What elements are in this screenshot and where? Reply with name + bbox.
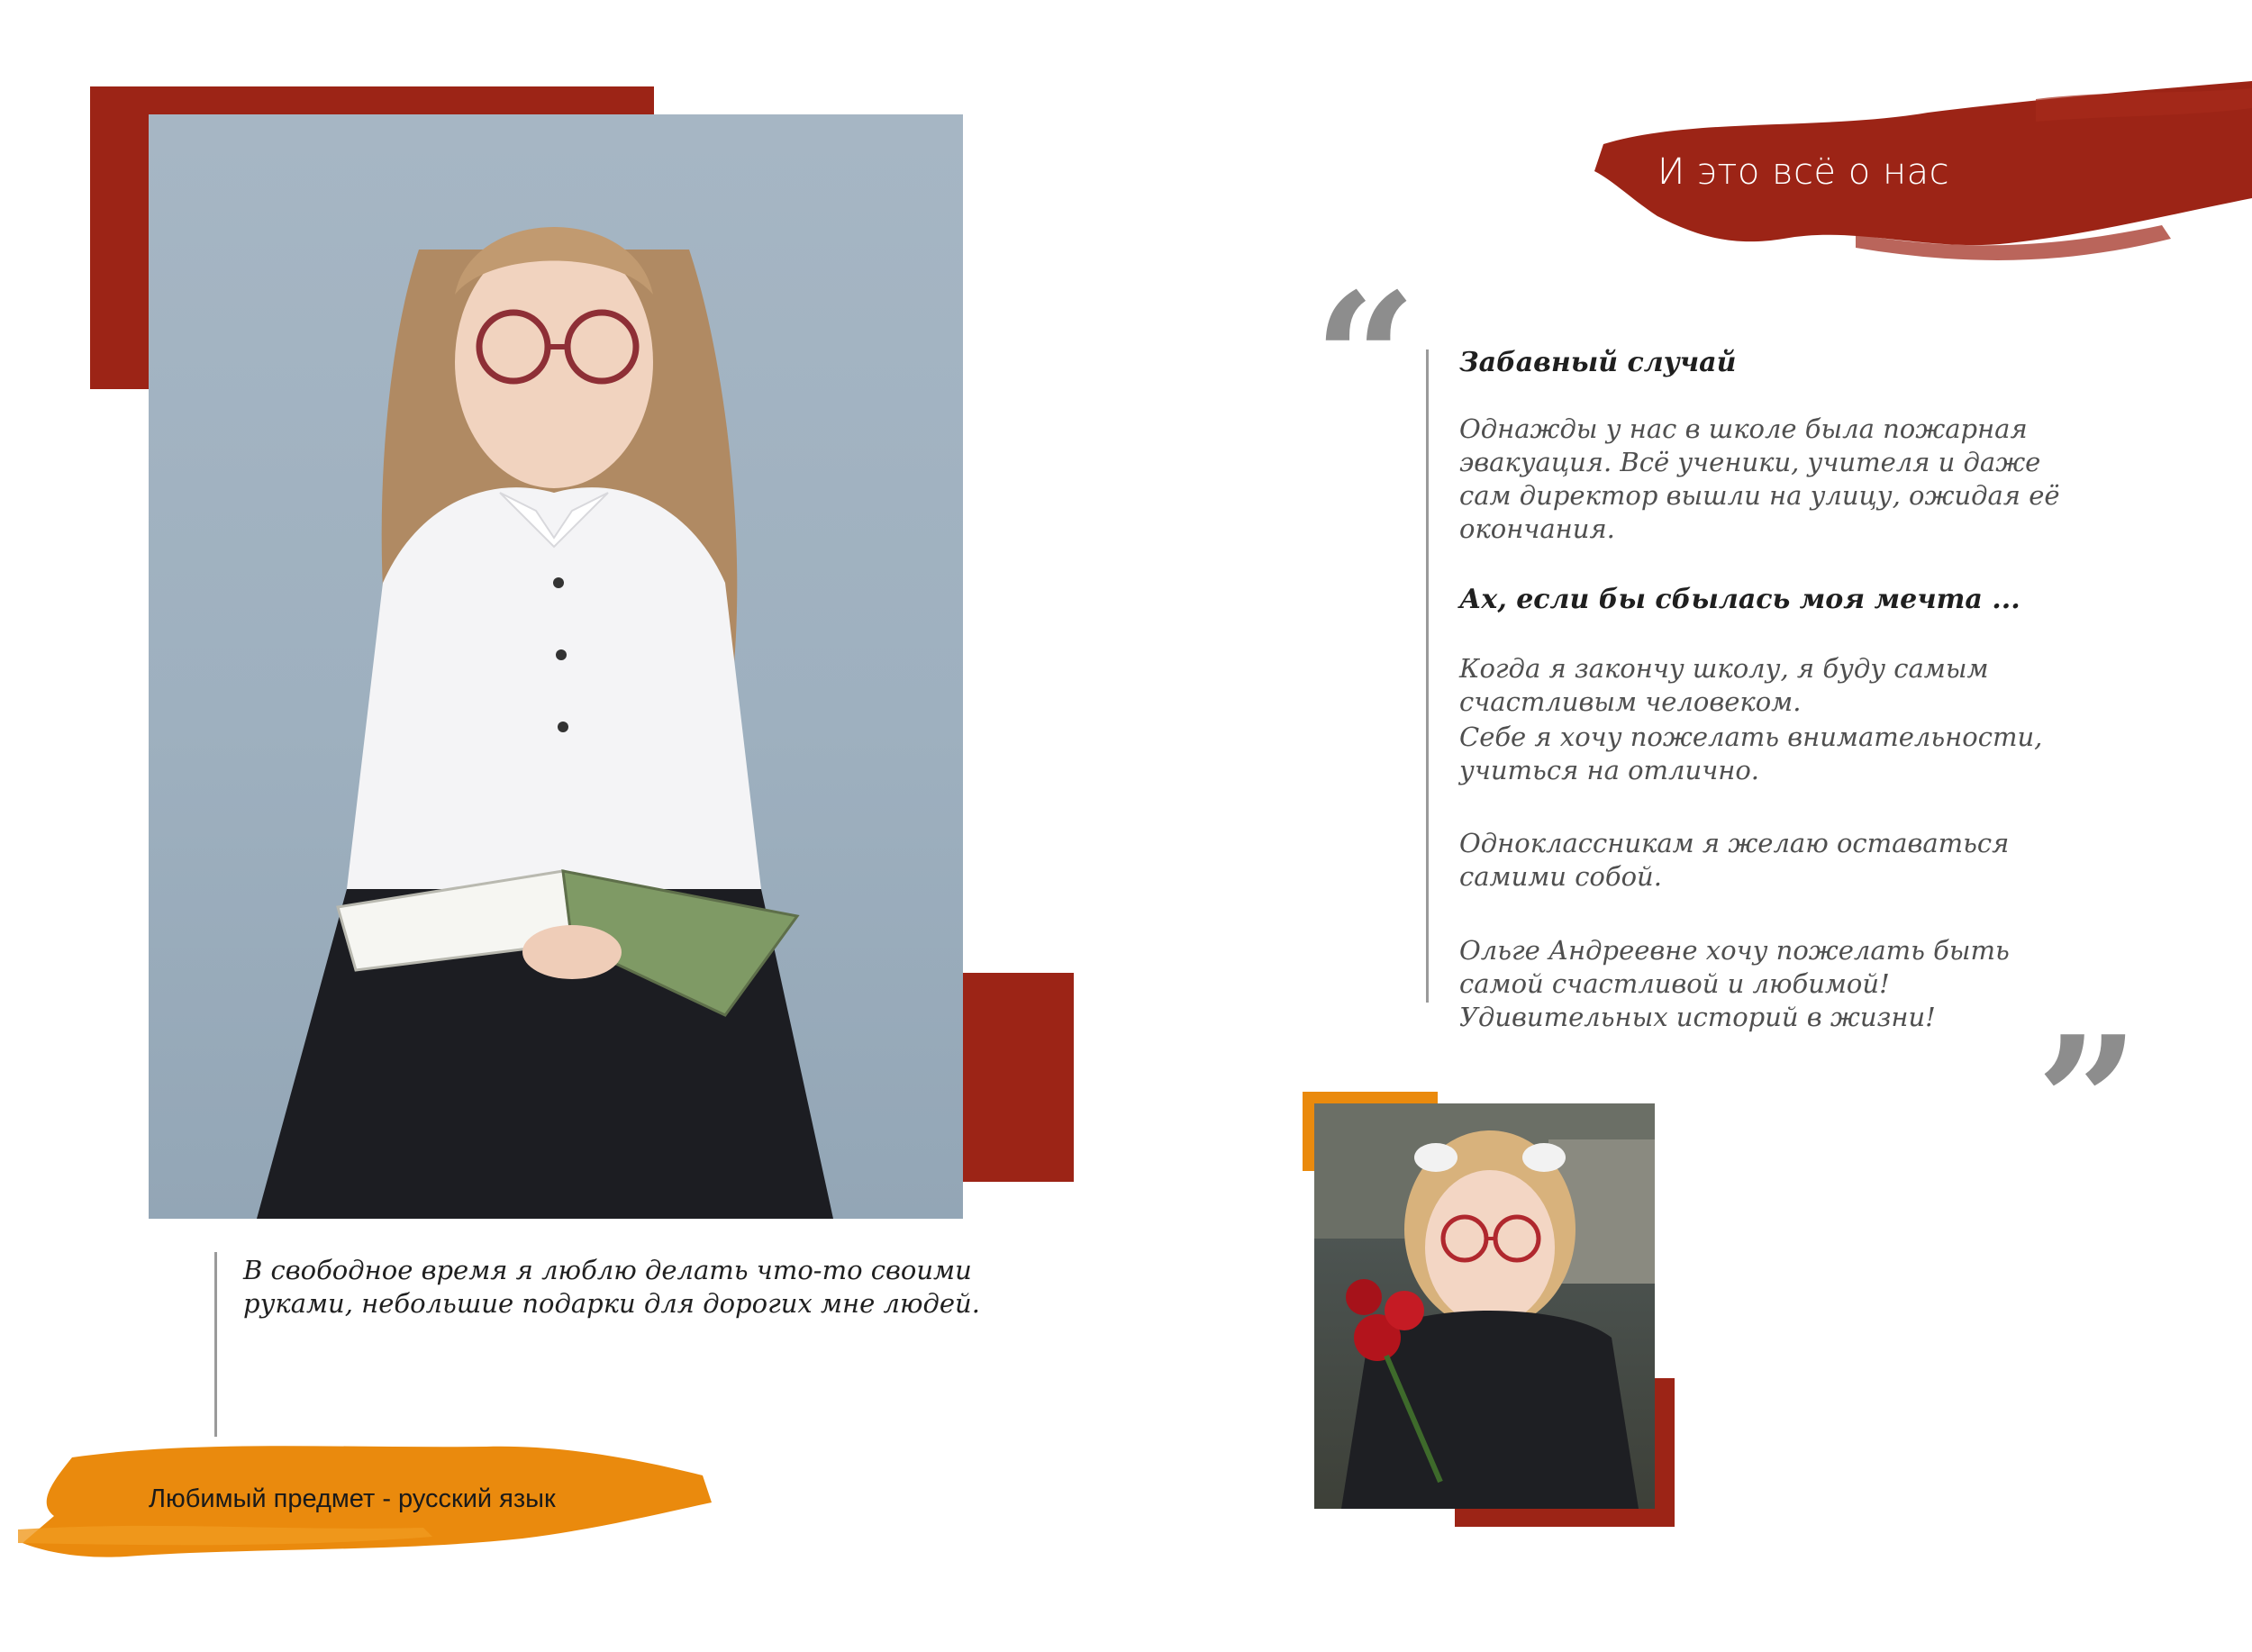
portrait-photo [149,114,963,1219]
portrait-illustration [149,114,963,1219]
childhood-photo [1314,1103,1655,1509]
dream-text-1: Когда я закончу школу, я буду самым счастливым человеком. [1459,653,1989,717]
dream-text-3: Одноклассникам я желаю оставаться самими собой. [1459,828,2010,892]
dream-heading: Ах, если бы сбылась моя мечта ... [1459,584,2020,615]
childhood-illustration [1314,1103,1655,1509]
dream-text-2: Себе я хочу пожелать внимательности, учиться на отлично. [1459,722,2043,785]
dream-text-4: Ольге Андреевне хочу пожелать быть самой счастливой и любимой! Удивительных историй в жизни! [1459,935,2010,1032]
funny-story-heading: Забавный случай [1459,347,1737,378]
funny-story-text: Однажды у нас в школе была пожарная эвакуация. Всё ученики, учителя и даже сам директор вышли на улицу, ожидая её окончания. [1459,413,2060,544]
page-title: И это всё о нас [1657,151,1950,193]
hobby-caption: В свободное время я люблю делать что-то своими руками, небольшие подарки для дорогих мне людей. [243,1255,980,1319]
close-quote-icon: ” [2036,997,2140,1209]
open-quote-icon: “ [1313,254,1418,466]
favorite-subject: Любимый предмет - русский язык [149,1484,556,1513]
caption-divider [214,1252,217,1437]
decor-block-mid-right [962,973,1074,1182]
quote-divider [1426,349,1429,1003]
